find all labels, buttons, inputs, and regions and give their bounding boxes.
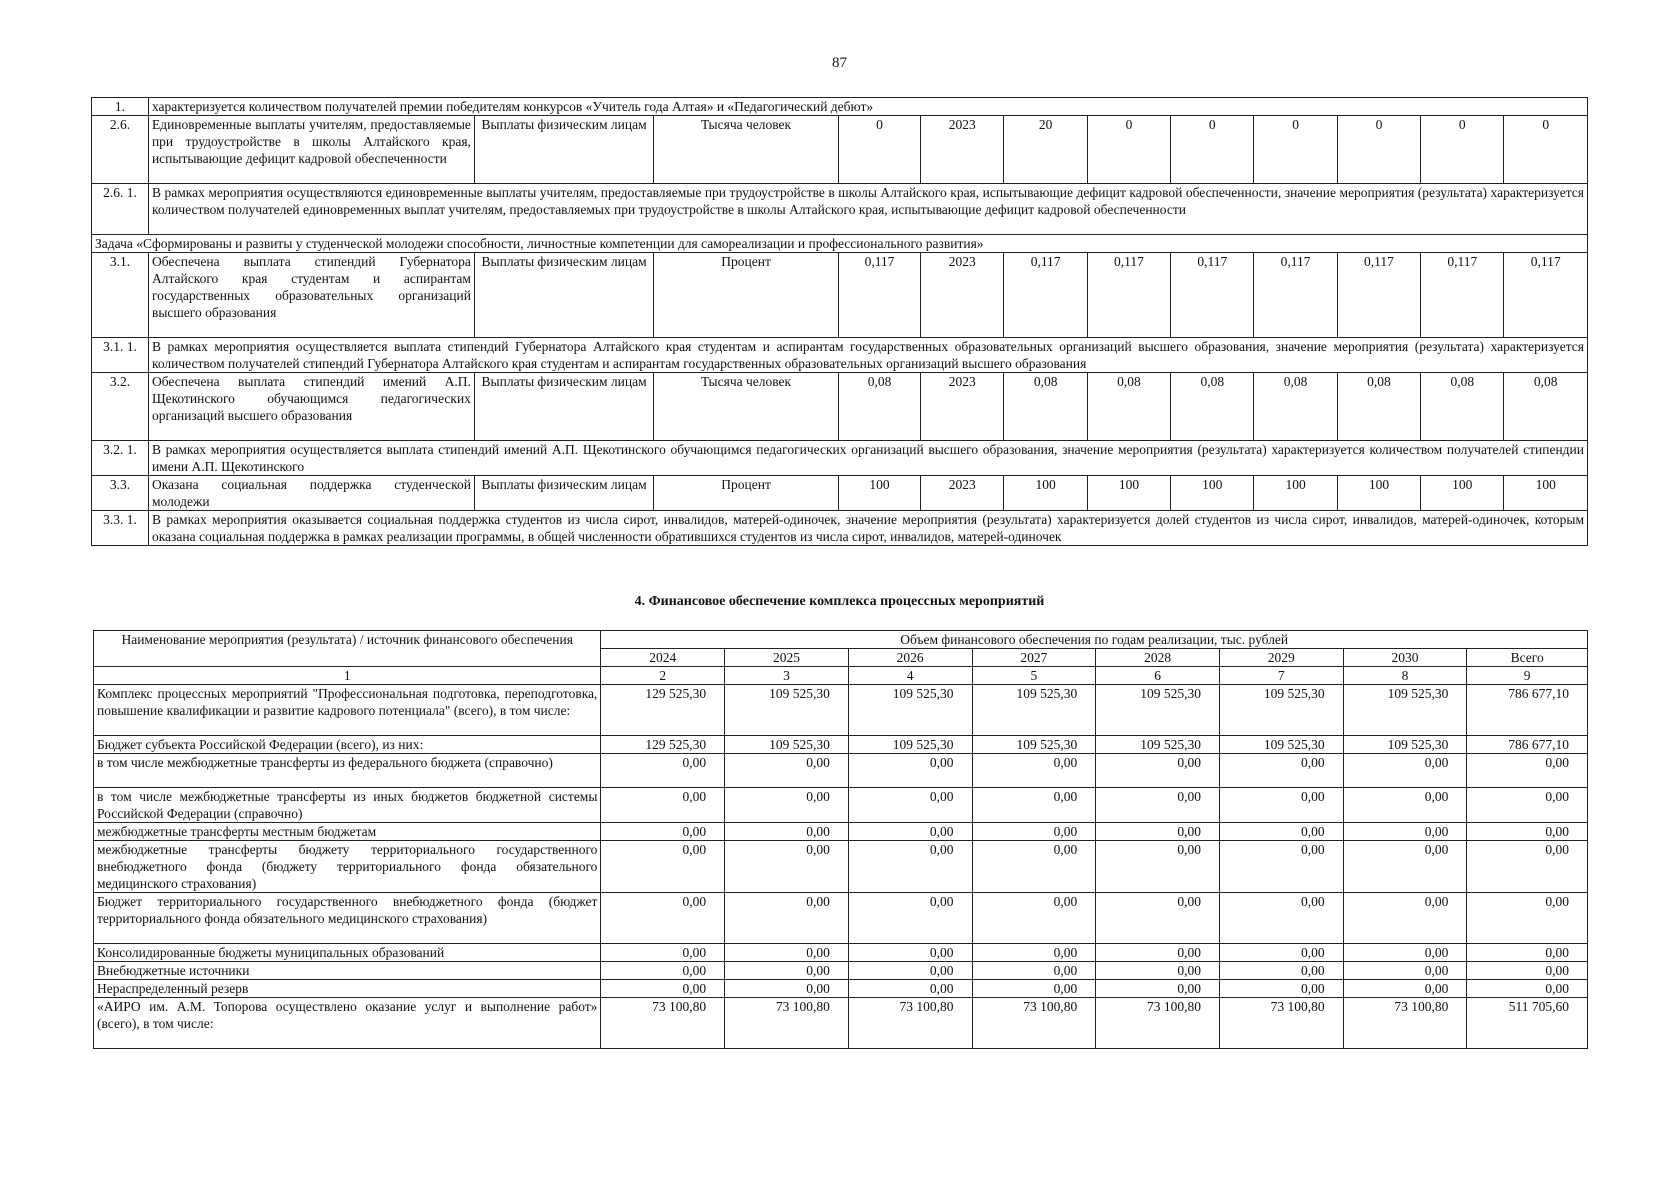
- financing-row: [94, 980, 1588, 998]
- financing-table: [93, 630, 1588, 1049]
- amount: 109 525,30: [1343, 685, 1467, 736]
- amount: 0,00: [1096, 788, 1220, 823]
- row-number: 3.1. 1.: [92, 338, 149, 373]
- year-value: 0: [1254, 116, 1337, 184]
- note-text: характеризуется количеством получателей премии победителям конкурсов «Учитель года Алтая» и «Педагогический дебют»: [148, 98, 1587, 116]
- base-year: 2023: [921, 476, 1004, 511]
- result-name: Обеспечена выплата стипендий Губернатора Алтайского края студентам и аспирантам государственных образовательных организаций высшего образования: [148, 253, 474, 338]
- column-number: 4: [848, 667, 972, 685]
- note-row: [92, 184, 1588, 235]
- amount: 0,00: [1343, 962, 1467, 980]
- year-header: 2029: [1219, 649, 1343, 667]
- column-number: 2: [601, 667, 725, 685]
- year-value: 0,08: [1171, 373, 1254, 441]
- amount: 0,00: [1096, 841, 1220, 893]
- amount: 73 100,80: [848, 998, 972, 1049]
- amount: 0,00: [1219, 980, 1343, 998]
- financing-row: [94, 944, 1588, 962]
- amount: 0,00: [1467, 962, 1588, 980]
- year-header: 2028: [1096, 649, 1220, 667]
- year-value: 0,117: [1504, 253, 1588, 338]
- base-year: 2023: [921, 253, 1004, 338]
- year-value: 0,117: [1087, 253, 1170, 338]
- amount: 129 525,30: [601, 685, 725, 736]
- amount: 73 100,80: [1343, 998, 1467, 1049]
- column-number: 6: [1096, 667, 1220, 685]
- amount: 786 677,10: [1467, 685, 1588, 736]
- amount: 0,00: [1219, 893, 1343, 944]
- amount: 0,00: [1096, 980, 1220, 998]
- financing-row: [94, 736, 1588, 754]
- amount: 73 100,80: [725, 998, 849, 1049]
- amount: 0,00: [1096, 823, 1220, 841]
- result-row: [92, 476, 1588, 511]
- year-header: 2026: [848, 649, 972, 667]
- amount: 0,00: [1343, 788, 1467, 823]
- year-value: 100: [1254, 476, 1337, 511]
- year-value: 0,117: [1004, 253, 1087, 338]
- year-value: 100: [1337, 476, 1420, 511]
- amount: 0,00: [1219, 841, 1343, 893]
- result-name: Единовременные выплаты учителям, предоставляемые при трудоустройстве в школы Алтайского края, испытывающие дефицит кадровой обеспеченности: [148, 116, 474, 184]
- column-number: 5: [972, 667, 1096, 685]
- amount: 109 525,30: [972, 685, 1096, 736]
- source-name: в том числе межбюджетные трансферты из иных бюджетов бюджетной системы Российской Федерации (справочно): [94, 788, 601, 823]
- note-row: [92, 511, 1588, 546]
- year-header: 2030: [1343, 649, 1467, 667]
- financing-row: [94, 962, 1588, 980]
- financing-row: [94, 788, 1588, 823]
- note-row: [92, 338, 1588, 373]
- row-number: 3.2. 1.: [92, 441, 149, 476]
- amount: 0,00: [1343, 944, 1467, 962]
- header-volume: Объем финансового обеспечения по годам реализации, тыс. рублей: [601, 631, 1588, 649]
- year-value: 100: [1421, 476, 1504, 511]
- result-name: Оказана социальная поддержка студенческой молодежи: [148, 476, 474, 511]
- amount: 0,00: [1219, 944, 1343, 962]
- amount: 0,00: [1343, 754, 1467, 788]
- row-number: 3.1.: [92, 253, 149, 338]
- year-header: Всего: [1467, 649, 1588, 667]
- amount: 0,00: [601, 788, 725, 823]
- base-value: 0: [838, 116, 920, 184]
- column-number: 1: [94, 667, 601, 685]
- source-name: Бюджет субъекта Российской Федерации (всего), из них:: [94, 736, 601, 754]
- amount: 0,00: [725, 980, 849, 998]
- source-name: Внебюджетные источники: [94, 962, 601, 980]
- result-unit: Тысяча человек: [654, 116, 839, 184]
- amount: 109 525,30: [1219, 736, 1343, 754]
- amount: 73 100,80: [601, 998, 725, 1049]
- amount: 0,00: [1467, 944, 1588, 962]
- financing-row: [94, 823, 1588, 841]
- note-text: В рамках мероприятия осуществляется выплата стипендий Губернатора Алтайского края студентам и аспирантам государственных образовательных организаций высшего образования, значение мероприятия (результата) характеризуется количеством получателей стипендий Губернатора Алтайского края студентам и аспирантам государственных образовательных организаций высшего образования: [148, 338, 1587, 373]
- year-value: 100: [1087, 476, 1170, 511]
- base-year: 2023: [921, 116, 1004, 184]
- amount: 0,00: [725, 944, 849, 962]
- amount: 0,00: [972, 788, 1096, 823]
- amount: 0,00: [1467, 893, 1588, 944]
- note-text: В рамках мероприятия осуществляется выплата стипендий имений А.П. Щекотинского обучающимся педагогических организаций высшего образования, значение мероприятия (результата) характеризуется количеством получателей стипендии имени А.П. Щекотинского: [148, 441, 1587, 476]
- row-number: 2.6. 1.: [92, 184, 149, 235]
- amount: 109 525,30: [972, 736, 1096, 754]
- amount: 109 525,30: [1219, 685, 1343, 736]
- financing-row: [94, 841, 1588, 893]
- amount: 0,00: [1219, 962, 1343, 980]
- year-value: 0,117: [1171, 253, 1254, 338]
- amount: 0,00: [1096, 962, 1220, 980]
- amount: 511 705,60: [1467, 998, 1588, 1049]
- source-name: межбюджетные трансферты бюджету территориального государственного внебюджетного фонда (бюджету территориального фонда обязательного медицинского страхования): [94, 841, 601, 893]
- amount: 0,00: [1219, 823, 1343, 841]
- task-text: Задача «Сформированы и развиты у студенческой молодежи способности, личностные компетенции для самореализации и профессионального развития»: [92, 235, 1588, 253]
- source-name: Нераспределенный резерв: [94, 980, 601, 998]
- row-number: 1.: [92, 98, 149, 116]
- source-name: Консолидированные бюджеты муниципальных образований: [94, 944, 601, 962]
- amount: 0,00: [725, 754, 849, 788]
- amount: 0,00: [848, 962, 972, 980]
- amount: 0,00: [725, 841, 849, 893]
- amount: 0,00: [725, 823, 849, 841]
- result-row: [92, 116, 1588, 184]
- year-value: 0: [1171, 116, 1254, 184]
- amount: 0,00: [1343, 980, 1467, 998]
- row-number: 3.2.: [92, 373, 149, 441]
- year-value: 0,117: [1337, 253, 1420, 338]
- year-value: 0: [1421, 116, 1504, 184]
- result-row: [92, 373, 1588, 441]
- amount: 0,00: [972, 823, 1096, 841]
- amount: 0,00: [972, 980, 1096, 998]
- amount: 0,00: [1219, 754, 1343, 788]
- row-number: 3.3.: [92, 476, 149, 511]
- header-name: Наименование мероприятия (результата) / источник финансового обеспечения: [94, 631, 601, 667]
- amount: 0,00: [848, 841, 972, 893]
- result-row: [92, 253, 1588, 338]
- source-name: Бюджет территориального государственного внебюджетного фонда (бюджет территориального фонда обязательного медицинского страхования): [94, 893, 601, 944]
- amount: 0,00: [848, 788, 972, 823]
- base-value: 0,08: [838, 373, 920, 441]
- amount: 109 525,30: [725, 736, 849, 754]
- year-value: 0,08: [1004, 373, 1087, 441]
- amount: 0,00: [848, 980, 972, 998]
- amount: 0,00: [972, 893, 1096, 944]
- section-title: 4. Финансовое обеспечение комплекса процессных мероприятий: [634, 594, 1045, 609]
- amount: 129 525,30: [601, 736, 725, 754]
- column-number: 3: [725, 667, 849, 685]
- amount: 109 525,30: [1343, 736, 1467, 754]
- page-number: 87: [832, 55, 847, 71]
- amount: 109 525,30: [1096, 736, 1220, 754]
- note-row: [92, 441, 1588, 476]
- amount: 0,00: [725, 788, 849, 823]
- amount: 786 677,10: [1467, 736, 1588, 754]
- amount: 0,00: [1343, 841, 1467, 893]
- note-text: В рамках мероприятия осуществляются единовременные выплаты учителям, предоставляемые при трудоустройстве в школы Алтайского края, испытывающие дефицит кадровой обеспеченности, значение мероприятия (результата) характеризуется количеством получателей единовременных выплат учителям, предоставляемых при трудоустройстве в школы Алтайского края, испытывающие дефицит кадровой обеспеченности: [148, 184, 1587, 235]
- amount: 0,00: [848, 754, 972, 788]
- amount: 0,00: [1467, 841, 1588, 893]
- amount: 0,00: [1467, 754, 1588, 788]
- results-table: [91, 97, 1588, 546]
- amount: 0,00: [1343, 893, 1467, 944]
- financing-row: [94, 754, 1588, 788]
- amount: 0,00: [972, 841, 1096, 893]
- year-header: 2024: [601, 649, 725, 667]
- base-value: 100: [838, 476, 920, 511]
- row-number: 2.6.: [92, 116, 149, 184]
- year-value: 0: [1337, 116, 1420, 184]
- amount: 0,00: [601, 823, 725, 841]
- amount: 109 525,30: [848, 685, 972, 736]
- task-row: [92, 235, 1588, 253]
- amount: 0,00: [1343, 823, 1467, 841]
- row-number: 3.3. 1.: [92, 511, 149, 546]
- note-row: [92, 98, 1588, 116]
- amount: 0,00: [601, 944, 725, 962]
- amount: 0,00: [972, 962, 1096, 980]
- amount: 73 100,80: [1219, 998, 1343, 1049]
- financing-row: [94, 893, 1588, 944]
- column-number: 9: [1467, 667, 1588, 685]
- amount: 73 100,80: [1096, 998, 1220, 1049]
- base-value: 0,117: [838, 253, 920, 338]
- amount: 0,00: [725, 893, 849, 944]
- amount: 73 100,80: [972, 998, 1096, 1049]
- year-header: 2027: [972, 649, 1096, 667]
- amount: 0,00: [601, 962, 725, 980]
- amount: 0,00: [1219, 788, 1343, 823]
- financing-row: [94, 685, 1588, 736]
- amount: 0,00: [972, 754, 1096, 788]
- amount: 0,00: [601, 980, 725, 998]
- year-value: 100: [1504, 476, 1588, 511]
- base-year: 2023: [921, 373, 1004, 441]
- source-name: Комплекс процессных мероприятий "Профессиональная подготовка, переподготовка, повышение квалификации и развитие кадрового потенциала" (всего), в том числе:: [94, 685, 601, 736]
- amount: 0,00: [601, 841, 725, 893]
- amount: 0,00: [725, 962, 849, 980]
- result-kind: Выплаты физическим лицам: [474, 116, 653, 184]
- year-value: 0,117: [1421, 253, 1504, 338]
- financing-row: [94, 998, 1588, 1049]
- result-unit: Процент: [654, 476, 839, 511]
- amount: 0,00: [972, 944, 1096, 962]
- year-value: 0,08: [1421, 373, 1504, 441]
- year-value: 0,08: [1087, 373, 1170, 441]
- result-kind: Выплаты физическим лицам: [474, 373, 653, 441]
- amount: 0,00: [601, 754, 725, 788]
- result-unit: Тысяча человек: [654, 373, 839, 441]
- result-kind: Выплаты физическим лицам: [474, 476, 653, 511]
- result-unit: Процент: [654, 253, 839, 338]
- year-value: 20: [1004, 116, 1087, 184]
- year-header: 2025: [725, 649, 849, 667]
- amount: 0,00: [848, 893, 972, 944]
- year-value: 0,117: [1254, 253, 1337, 338]
- column-number: 7: [1219, 667, 1343, 685]
- amount: 109 525,30: [848, 736, 972, 754]
- year-value: 0,08: [1337, 373, 1420, 441]
- year-value: 100: [1004, 476, 1087, 511]
- amount: 0,00: [601, 893, 725, 944]
- amount: 109 525,30: [725, 685, 849, 736]
- amount: 109 525,30: [1096, 685, 1220, 736]
- amount: 0,00: [848, 823, 972, 841]
- amount: 0,00: [848, 944, 972, 962]
- year-value: 0: [1504, 116, 1588, 184]
- year-value: 0,08: [1254, 373, 1337, 441]
- result-name: Обеспечена выплата стипендий имений А.П. Щекотинского обучающимся педагогических организаций высшего образования: [148, 373, 474, 441]
- amount: 0,00: [1467, 823, 1588, 841]
- year-value: 0: [1087, 116, 1170, 184]
- source-name: межбюджетные трансферты местным бюджетам: [94, 823, 601, 841]
- amount: 0,00: [1467, 980, 1588, 998]
- result-kind: Выплаты физическим лицам: [474, 253, 653, 338]
- amount: 0,00: [1096, 754, 1220, 788]
- amount: 0,00: [1467, 788, 1588, 823]
- source-name: в том числе межбюджетные трансферты из федерального бюджета (справочно): [94, 754, 601, 788]
- amount: 0,00: [1096, 893, 1220, 944]
- source-name: «АИРО им. А.М. Топорова осуществлено оказание услуг и выполнение работ» (всего), в том числе:: [94, 998, 601, 1049]
- year-value: 0,08: [1504, 373, 1588, 441]
- column-number: 8: [1343, 667, 1467, 685]
- amount: 0,00: [1096, 944, 1220, 962]
- note-text: В рамках мероприятия оказывается социальная поддержка студентов из числа сирот, инвалидов, матерей-одиночек, значение мероприятия (результата) характеризуется долей студентов из числа сирот, инвалидов, матерей-одиночек, которым оказана социальная поддержка в рамках реализации программы, в общей численности обратившихся студентов из числа сирот, инвалидов, матерей-одиночек: [148, 511, 1587, 546]
- year-value: 100: [1171, 476, 1254, 511]
